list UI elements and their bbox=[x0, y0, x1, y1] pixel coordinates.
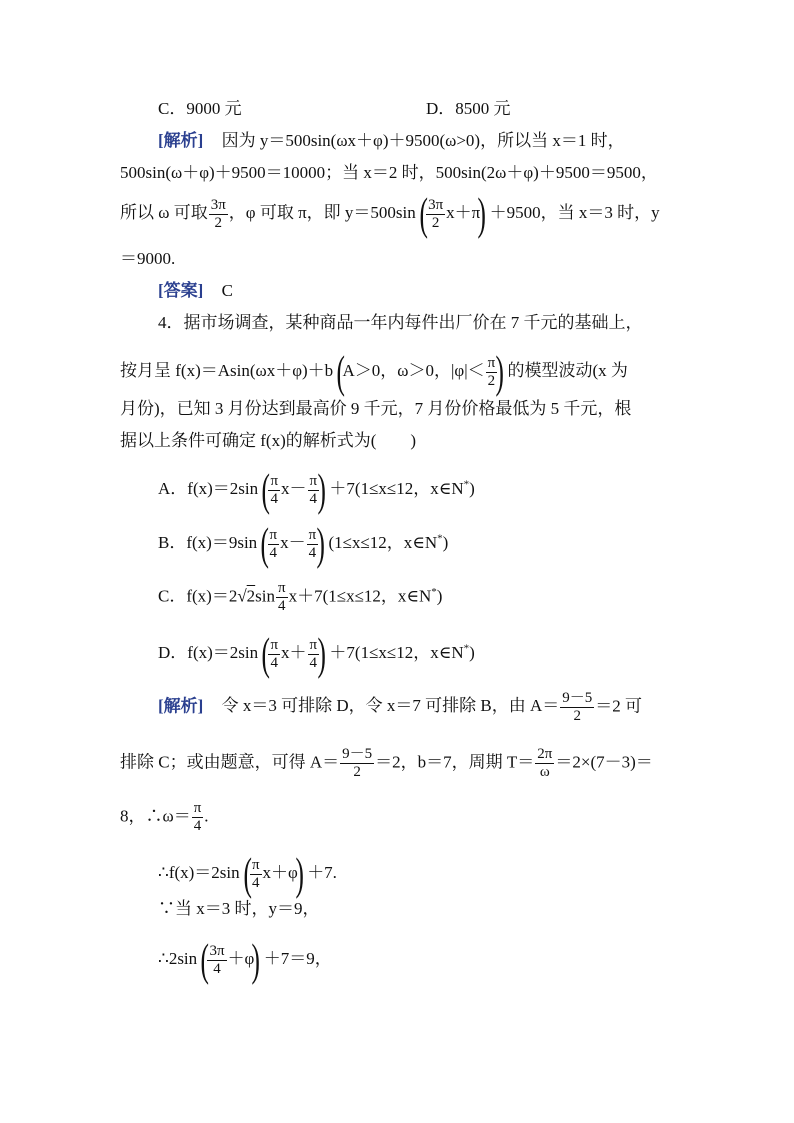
answer-tag: [答案] bbox=[158, 281, 204, 300]
solution-1-line-1 bbox=[158, 130, 625, 152]
solution-2-line-3: 8，∴ω＝ $\frac{\pi}{4}$ . bbox=[120, 800, 209, 834]
question-4-line-4: 据以上条件可确定 f(x)的解析式为( ) bbox=[120, 431, 417, 450]
solution-1-arg: x＋π bbox=[446, 202, 481, 222]
solution-2-line-5: ∵当 x＝3 时，y＝9， bbox=[158, 899, 320, 918]
option-c-prev: C．9000 元 bbox=[158, 99, 242, 118]
solution-2-line-6: ∴2sin( $\frac{3\pi}{4}$ ＋φ) ＋7＝9， bbox=[158, 934, 332, 985]
solution-2-line-4: ∴f(x)＝2sin( $\frac{\pi}{4}$ x＋φ) ＋7. bbox=[158, 848, 337, 899]
fraction: $\frac{3\pi}{2}$ bbox=[428, 196, 444, 231]
question-4-condition: A＞0，ω＞0，|φ|＜ bbox=[342, 360, 485, 380]
question-4-line-3: 月份)，已知 3 月份达到最高价 9 千元，7 月份价格最低为 5 千元，根 bbox=[120, 399, 632, 418]
fraction: $\frac{\pi}{2}$ bbox=[487, 354, 496, 389]
solution-1-text-3c: ＋9500，当 x＝3 时，y bbox=[489, 202, 660, 222]
question-4-text-2a: 按月呈 f(x)＝Asin(ωx＋φ)＋b bbox=[120, 360, 334, 380]
option-a: A．f(x)＝2sin( $\frac{\pi}{4}$ x－ $\frac{\pi}{4}$ ) ＋7(1≤x≤12，x∈N*) bbox=[158, 464, 475, 515]
solution-1-line-2: 500sin(ω＋φ)＋9500＝10000；当 x＝2 时，500sin(2ω＋φ)＋9500＝9500， bbox=[120, 163, 658, 182]
option-d: D．f(x)＝2sin( $\frac{\pi}{4}$ x＋ $\frac{\pi}{4}$ ) ＋7(1≤x≤12，x∈N*) bbox=[158, 628, 475, 679]
solution-1-line-4: ＝9000. bbox=[120, 249, 176, 268]
answer-value: C bbox=[221, 281, 233, 300]
solution-1-text-1: 因为 y＝500sin(ωx＋φ)＋9500(ω>0)，所以当 x＝1 时， bbox=[221, 131, 625, 150]
solution-1-text-3b: ，φ 可取 π，即 y＝500sin bbox=[228, 202, 416, 222]
option-c: C．f(x)＝2√2sin $\frac{\pi}{4}$ x＋7(1≤x≤12，x∈N*) bbox=[158, 580, 443, 614]
solution-2-line-1: [解析] 令 x＝3 可排除 D，令 x＝7 可排除 B，由 A＝ $\frac{9-5}{2}$ ＝2 可 bbox=[158, 690, 642, 724]
solution-1-text-3a: 所以 ω 可取 bbox=[120, 202, 208, 222]
question-4-line-2: 按月呈 f(x)＝Asin(ωx＋φ)＋b(A＞0，ω＞0，|φ|＜ $\frac{\pi}{2}$ ) 的模型波动(x 为 bbox=[120, 346, 628, 397]
solution-tag: [解析] bbox=[158, 131, 204, 150]
answer-line bbox=[158, 280, 233, 302]
solution-2-line-2: 排除 C；或由题意，可得 A＝ $\frac{9-5}{2}$ ＝2，b＝7，周期 T＝ $\frac{2\pi}{\omega}$ ＝2×(7－3)＝ bbox=[120, 746, 653, 780]
question-4-text-2b: 的模型波动(x 为 bbox=[507, 360, 628, 380]
fraction: $\frac{3\pi}{2}$ bbox=[210, 196, 226, 231]
solution-tag: [解析] bbox=[158, 696, 204, 716]
question-4-line-1: 4．据市场调查，某种商品一年内每件出厂价在 7 千元的基础上， bbox=[158, 313, 643, 332]
solution-1-line-3: 所以 ω 可取 $\frac{3\pi}{2}$ ，φ 可取 π，即 y＝500sin( $\frac{3\pi}{2}$ x＋π) ＋9500，当 x＝3 时，y bbox=[120, 188, 660, 239]
option-d-prev: D．8500 元 bbox=[426, 99, 511, 118]
option-b: B．f(x)＝9sin( $\frac{\pi}{4}$ x－ $\frac{\pi}{4}$ ) (1≤x≤12，x∈N*) bbox=[158, 518, 449, 569]
